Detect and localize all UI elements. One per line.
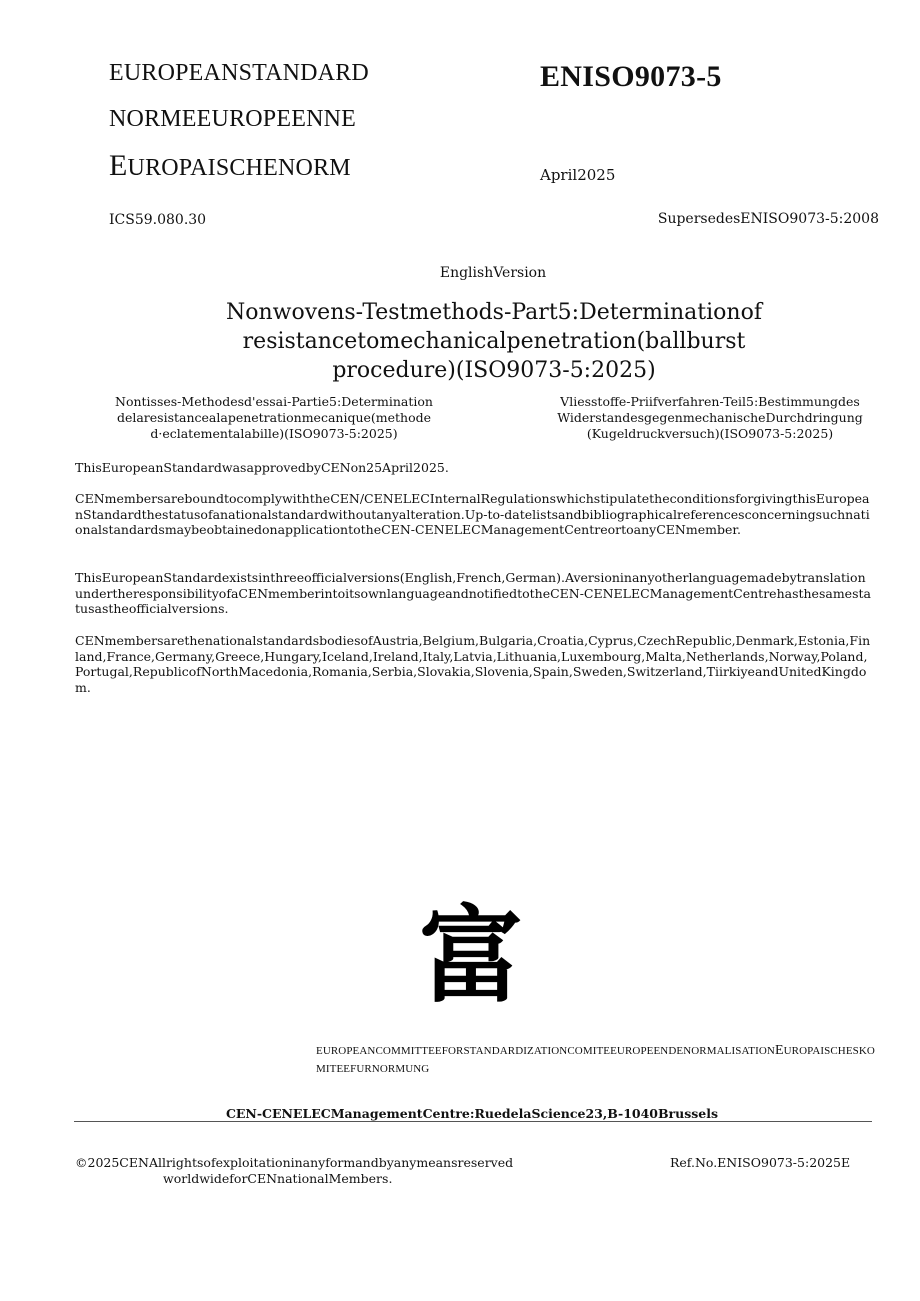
committee-name xyxy=(316,1042,876,1078)
cen-logo-glyph: 富 xyxy=(419,895,524,1017)
title-line: resistancetomechanicalpenetration(ballburst xyxy=(242,329,746,354)
document-title xyxy=(180,298,808,385)
french-title-line: Nontisses-Methodesd'essai-Partie5:Determination xyxy=(115,394,433,409)
regulations-paragraph: CENmembersareboundtocomplywiththeCEN/CENELECInternalRegulationswhichstipulatetheconditionsforgivingthisEuropeanStandardthestatusofanationalstandardwithoutanyalteration.Up-to-datelistsandbibliographicalreferencesconcerningsuchnationalstandardsmaybeobtainedonapplicationtotheCEN-CENELECManagementCentreortoanyCENmember. xyxy=(75,491,870,537)
header-line-german-initial: E xyxy=(109,149,128,182)
approval-paragraph: ThisEuropeanStandardwasapprovedbyCENon25April2025. xyxy=(75,460,449,475)
copyright-line: worldwideforCENnationalMembers. xyxy=(163,1171,393,1186)
french-title-line: delaresistancealapenetrationmecanique(methode xyxy=(116,410,432,425)
committee-name-part: UROPAISCHESKOMITEEFURNORMUNG xyxy=(316,1045,875,1075)
language-version: EnglishVersion xyxy=(439,265,547,281)
german-title-line: WiderstandesgegenmechanischeDurchdringung xyxy=(557,410,863,425)
header-line-english: EUROPEANSTANDARD xyxy=(109,60,369,86)
title-line: procedure)(ISO9073-5:2025) xyxy=(332,358,656,383)
header-line-french: NORMEEUROPEENNE xyxy=(109,106,356,132)
ics-code: ICS59.080.30 xyxy=(109,212,207,228)
reference-number: Ref.No.ENISO9073-5:2025E xyxy=(670,1155,851,1170)
header-line-german xyxy=(109,149,351,183)
title-line: Nonwovens-Testmethods-Part5:Determinationof xyxy=(226,300,762,325)
address-divider xyxy=(74,1121,872,1122)
standard-number: ENISO9073-5 xyxy=(540,60,722,93)
header-line-german-rest: UROPAISCHENORM xyxy=(127,155,351,181)
supersedes-note: SupersedesENISO9073-5:2008 xyxy=(657,211,879,227)
german-title-line: Vliesstoffe-Priifverfahren-Teil5:Bestimmungdes xyxy=(560,394,860,409)
copyright-notice xyxy=(75,1155,513,1187)
copyright-line: ©2025CENAllrightsofexploitationinanyformandbyanymeansreserved xyxy=(75,1155,514,1170)
versions-paragraph: ThisEuropeanStandardexistsinthreeofficialversions(English,French,German).AversioninanyotherlanguagemadebytranslationundertheresponsibilityofaCENmemberintoitsownlanguageandnotifiedtotheCEN-CENELECManagementCentrehasthesamestatusastheofficialversions. xyxy=(75,570,871,616)
management-centre-address: CEN-CENELECManagementCentre:RuedelaScience23,B-1040Brussels xyxy=(225,1106,719,1121)
german-title xyxy=(530,394,890,442)
french-title-line: d·eclatementalabille)(ISO9073-5:2025) xyxy=(150,426,398,441)
committee-name-initial: E xyxy=(774,1043,784,1058)
german-title-line: (Kugeldruckversuch)(ISO9073-5:2025) xyxy=(586,426,834,441)
publication-date: April2025 xyxy=(540,166,616,184)
members-paragraph: CENmembersarethenationalstandardsbodiesofAustria,Belgium,Bulgaria,Croatia,Cyprus,CzechRepublic,Denmark,Estonia,Finland,France,Germany,Greece,Hungary,Iceland,Ireland,Italy,Latvia,Lithuania,Luxembourg,Malta,Netherlands,Norway,Poland,Portugal,RepublicofNorthMacedonia,Romania,Serbia,Slovakia,Slovenia,Spain,Sweden,Switzerland,TiirkiyeandUnitedKingdom. xyxy=(75,633,871,695)
french-title xyxy=(94,394,454,442)
committee-name-part: EUROPEANCOMMITTEEFORSTANDARDIZATIONCOMITEEUROPEENDENORMALISATION xyxy=(316,1045,775,1057)
